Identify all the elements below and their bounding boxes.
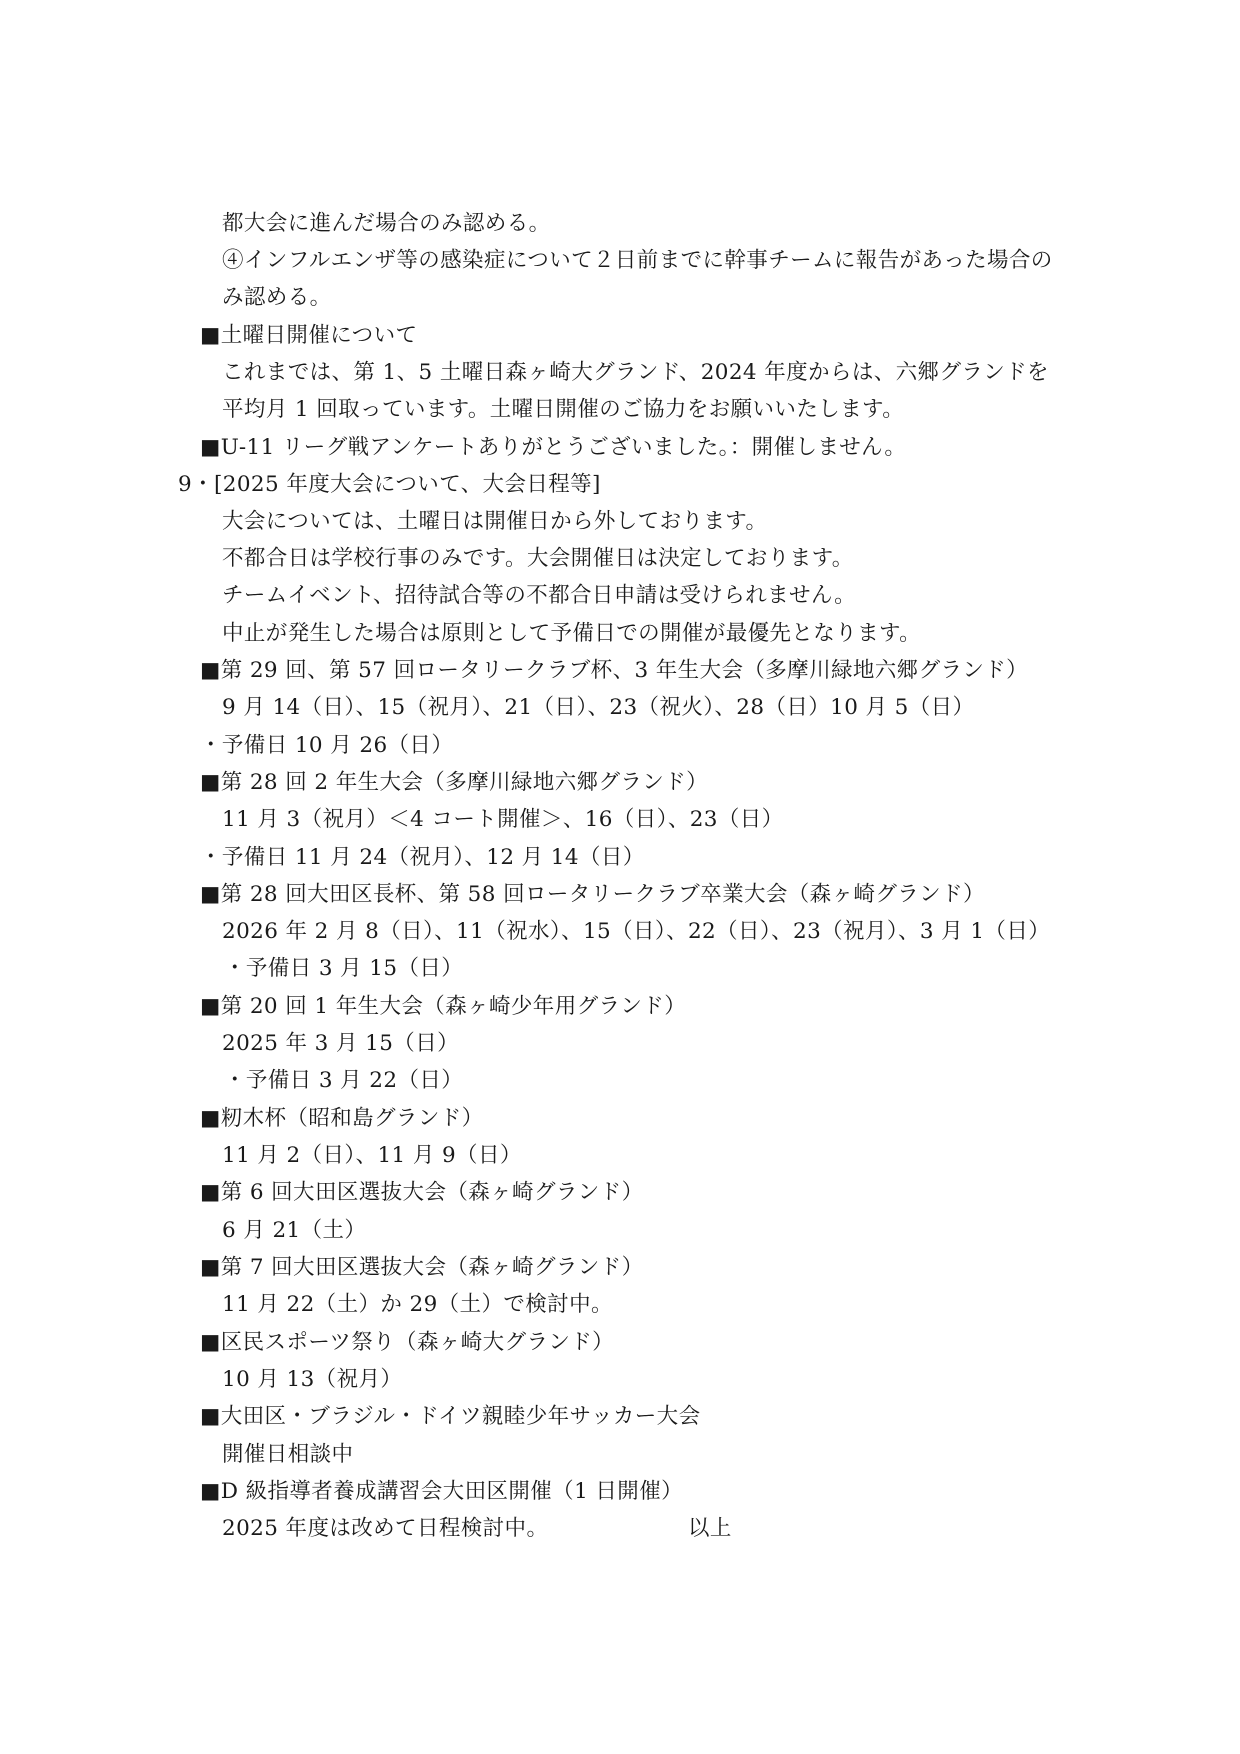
reserve-date: ・予備日 11 月 24（祝月）、12 月 14（日） <box>200 845 645 870</box>
section-heading: ■第 28 回 2 年生大会（多摩川緑地六郷グランド） <box>200 770 708 795</box>
closing-remark: 以上 <box>688 1516 732 1541</box>
numbered-heading: 9・[2025 年度大会について、大会日程等] <box>178 472 601 497</box>
section-heading: ■第 28 回大田区長杯、第 58 回ロータリークラブ卒業大会（森ヶ崎グランド） <box>200 882 985 907</box>
text-line: 不都合日は学校行事のみです。大会開催日は決定しております。 <box>222 546 854 571</box>
section-heading: ■土曜日開催について <box>200 323 418 348</box>
section-heading: ■第 6 回大田区選抜大会（森ヶ崎グランド） <box>200 1180 644 1205</box>
text-line: み認める。 <box>222 285 332 310</box>
section-heading: ■第 29 回、第 57 回ロータリークラブ杯、3 年生大会（多摩川緑地六郷グランド） <box>200 658 1029 683</box>
schedule-dates: 11 月 22（土）か 29（土）で検討中。 <box>222 1292 613 1317</box>
schedule-dates: 6 月 21（土） <box>222 1218 367 1243</box>
text-line: ④インフルエンザ等の感染症について２日前までに幹事チームに報告があった場合の <box>222 248 1053 273</box>
text-line: 中止が発生した場合は原則として予備日での開催が最優先となります。 <box>222 621 922 646</box>
section-heading: ■第 7 回大田区選抜大会（森ヶ崎グランド） <box>200 1255 644 1280</box>
schedule-dates: 11 月 3（祝月）＜4 コート開催＞、16（日）、23（日） <box>222 807 784 832</box>
text-line: これまでは、第 1、5 土曜日森ヶ崎大グランド、2024 年度からは、六郷グランドを <box>222 360 1049 385</box>
text-line: 平均月 1 回取っています。土曜日開催のご協力をお願いいたします。 <box>222 397 905 422</box>
section-heading: ■大田区・ブラジル・ドイツ親睦少年サッカー大会 <box>200 1404 701 1429</box>
schedule-dates: 11 月 2（日）、11 月 9（日） <box>222 1143 522 1168</box>
reserve-date: ・予備日 10 月 26（日） <box>200 733 454 758</box>
text-line: 都大会に進んだ場合のみ認める。 <box>222 211 551 236</box>
section-heading: ■D 級指導者養成講習会大田区開催（1 日開催） <box>200 1479 684 1504</box>
schedule-dates: 2025 年 3 月 15（日） <box>222 1031 459 1056</box>
schedule-dates: 開催日相談中 <box>222 1442 354 1467</box>
section-heading: ■U-11 リーグ戦アンケートありがとうございました。：開催しません。 <box>200 435 907 460</box>
section-heading: ■第 20 回 1 年生大会（森ヶ崎少年用グランド） <box>200 994 687 1019</box>
schedule-dates: 2026 年 2 月 8（日）、11（祝水）、15（日）、22（日）、23（祝月）、3 月 1（日） <box>222 919 1051 944</box>
reserve-date: ・予備日 3 月 22（日） <box>224 1068 464 1093</box>
text-line: チームイベント、招待試合等の不都合日申請は受けられません。 <box>222 583 857 608</box>
reserve-date: ・予備日 3 月 15（日） <box>224 956 464 981</box>
text-line: 大会については、土曜日は開催日から外しております。 <box>222 509 768 534</box>
schedule-dates: 9 月 14（日）、15（祝月）、21（日）、23（祝火）、28（日）10 月 5（日） <box>222 695 975 720</box>
section-heading: ■籾木杯（昭和島グランド） <box>200 1106 484 1131</box>
section-heading: ■区民スポーツ祭り（森ヶ崎大グランド） <box>200 1330 615 1355</box>
schedule-dates: 10 月 13（祝月） <box>222 1367 403 1392</box>
schedule-dates: 2025 年度は改めて日程検討中。 <box>222 1516 549 1541</box>
